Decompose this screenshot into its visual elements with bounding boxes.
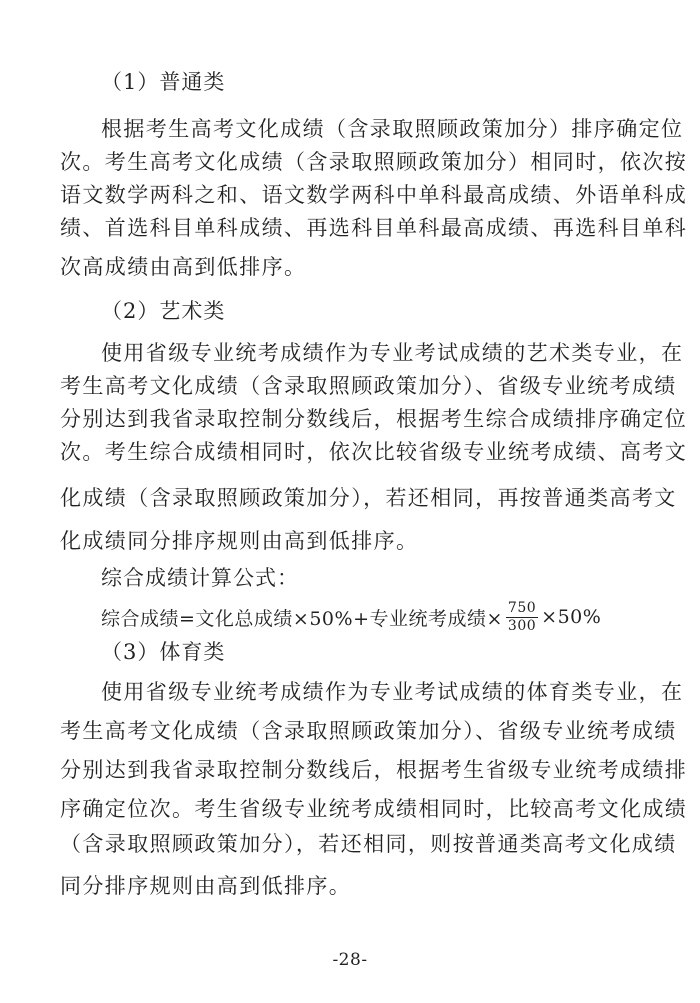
paragraph-line: 考生高考文化成绩（含录取照顾政策加分）、省级专业统考成绩 <box>60 719 677 743</box>
paragraph-line: 次。考生综合成绩相同时，依次比较省级专业统考成绩、高考文 <box>60 440 688 464</box>
paragraph-line: 次。考生高考文化成绩（含录取照顾政策加分）相同时，依次按 <box>60 150 688 174</box>
paragraph-line: 化成绩同分排序规则由高到低排序。 <box>60 529 419 553</box>
paragraph-line: 使用省级专业统考成绩作为专业考试成绩的艺术类专业，在 <box>101 341 684 365</box>
paragraph-line: 次高成绩由高到低排序。 <box>60 255 307 279</box>
formula-fraction <box>506 600 538 635</box>
paragraph-line: 分别达到我省录取控制分数线后，根据考生综合成绩排序确定位 <box>60 407 688 431</box>
paragraph-line: 绩、首选科目单科成绩、再选科目单科最高成绩、再选科目单科 <box>60 216 688 240</box>
score-formula <box>101 594 601 640</box>
paragraph-line: 语文数学两科之和、语文数学两科中单科最高成绩、外语单科成 <box>60 183 688 207</box>
paragraph-line: （含录取照顾政策加分），若还相同，则按普通类高考文化成绩 <box>60 832 677 856</box>
paragraph-line: 使用省级专业统考成绩作为专业考试成绩的体育类专业，在 <box>101 680 684 704</box>
paragraph-line: 考生高考文化成绩（含录取照顾政策加分）、省级专业统考成绩 <box>60 374 677 398</box>
paragraph-line: 序确定位次。考生省级专业统考成绩相同时，比较高考文化成绩 <box>60 797 688 821</box>
formula-right: ×50% <box>541 606 602 628</box>
paragraph-line: 化成绩（含录取照顾政策加分），若还相同，再按普通类高考文 <box>60 486 677 510</box>
paragraph-line: 同分排序规则由高到低排序。 <box>60 874 352 898</box>
section-heading-general: （1）普通类 <box>101 70 226 94</box>
section-heading-art: （2）艺术类 <box>101 299 226 323</box>
section-heading-sports: （3）体育类 <box>101 640 226 664</box>
formula-label: 综合成绩计算公式： <box>101 566 299 590</box>
fraction-denominator: 300 <box>507 617 537 634</box>
paragraph-line: 分别达到我省录取控制分数线后，根据考生省级专业统考成绩排 <box>60 758 688 782</box>
formula-left: 综合成绩=文化总成绩×50%+专业统考成绩× <box>101 607 503 630</box>
paragraph-line: 根据考生高考文化成绩（含录取照顾政策加分）排序确定位 <box>101 117 684 141</box>
page-number: -28- <box>332 950 368 970</box>
fraction-numerator: 750 <box>507 599 537 616</box>
